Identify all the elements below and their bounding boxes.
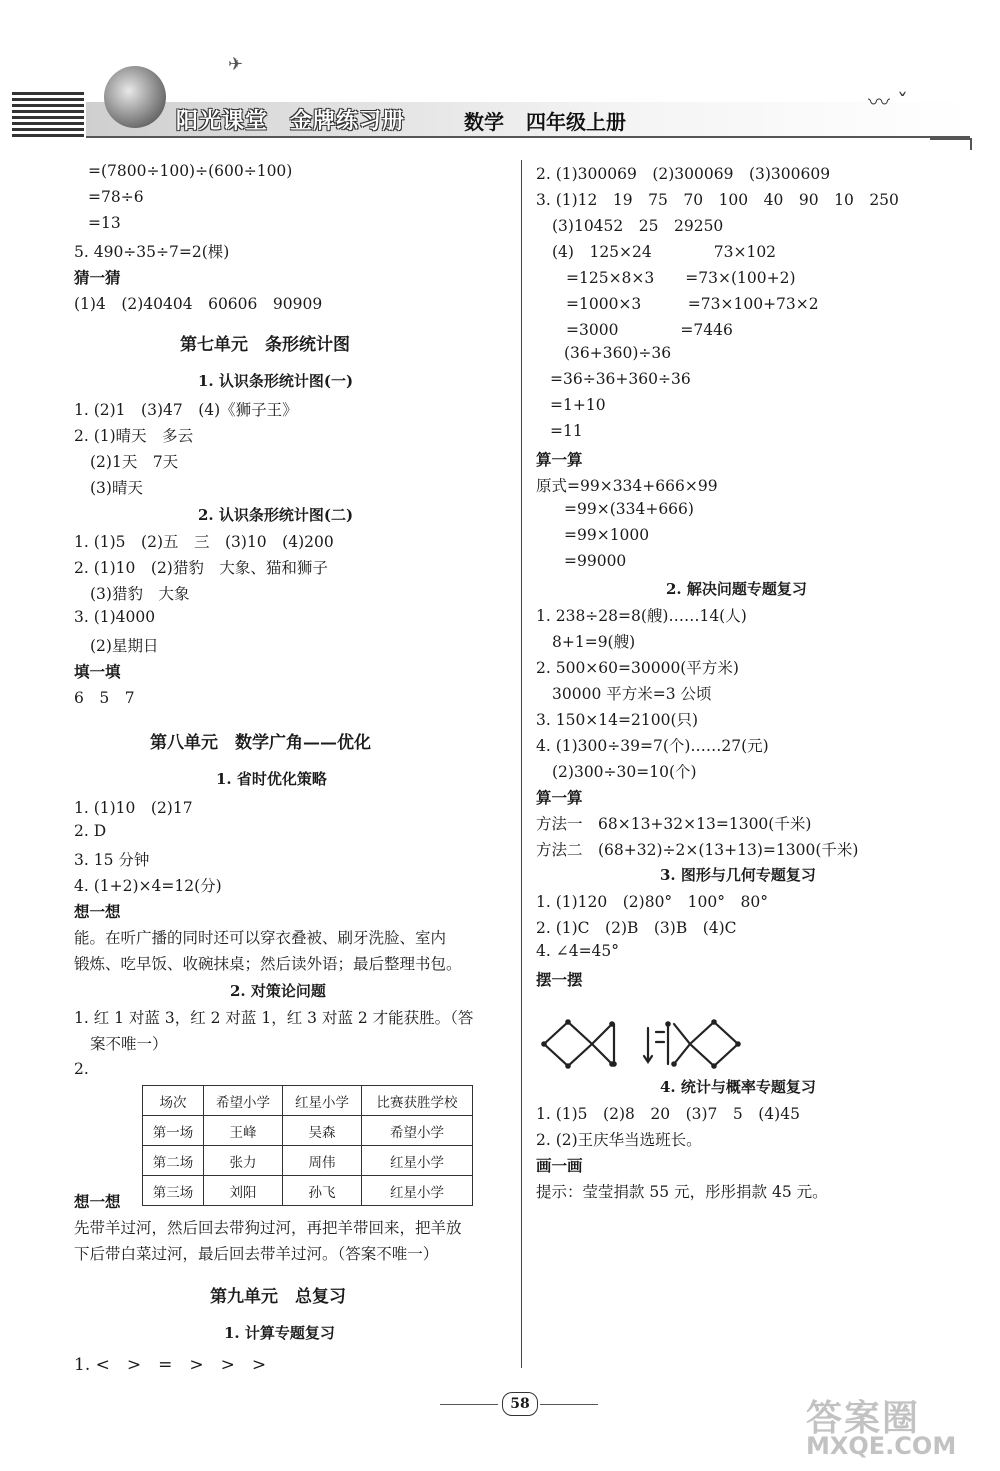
section-label: 想一想 — [74, 902, 121, 921]
book-subject — [464, 106, 648, 135]
table-cell: 周伟 — [283, 1146, 362, 1176]
table-cell: 第一场 — [143, 1116, 204, 1146]
series-title — [176, 104, 427, 135]
text-line: (3)晴天 — [90, 479, 143, 497]
globe-icon — [104, 66, 166, 128]
footer-line-right — [540, 1404, 598, 1405]
section-label: 算一算 — [536, 450, 583, 469]
text-line: 2. — [74, 1060, 89, 1078]
text-line: 8+1=9(艘) — [552, 633, 636, 651]
section-title: 3. 图形与几何专题复习 — [660, 866, 816, 884]
subject-name: 数学 — [464, 110, 504, 134]
table-cell: 王峰 — [204, 1116, 283, 1146]
text-line: 1. (1)120 (2)80° 100° 80° — [536, 893, 768, 911]
section-label: 算一算 — [536, 788, 583, 807]
text-line: 3. 15 分钟 — [74, 851, 150, 869]
unit-title: 第九单元 总复习 — [210, 1287, 346, 1307]
table-cell: 张力 — [204, 1146, 283, 1176]
text-line: 2. (1)晴天 多云 — [74, 427, 194, 445]
text-line: 3. (1)12 19 75 70 100 40 90 10 250 — [536, 191, 899, 209]
text-line: 3. 150×14=2100(只) — [536, 711, 699, 729]
text-line: =99000 — [564, 552, 627, 570]
text-line: (3)10452 25 29250 — [552, 217, 724, 235]
section-label: 填一填 — [74, 662, 121, 681]
unit-title: 第八单元 数学广角——优化 — [150, 733, 371, 753]
page-footer — [440, 1384, 600, 1424]
section-title: 1. 省时优化策略 — [216, 770, 327, 788]
section-title: 1. 计算专题复习 — [224, 1324, 335, 1342]
table-row — [143, 1176, 473, 1206]
text-line: 1. 238÷28=8(艘)……14(人) — [536, 607, 747, 625]
text-line: 2. (1)300069 (2)300069 (3)300609 — [536, 165, 831, 183]
text-line: 案不唯一） — [90, 1035, 168, 1053]
section-title: 4. 统计与概率专题复习 — [660, 1078, 816, 1096]
text-line: =125×8×3 =73×(100+2) — [566, 269, 796, 287]
text-line: (2)1天 7天 — [90, 453, 179, 471]
table-header: 比赛获胜学校 — [362, 1086, 473, 1116]
text-line: 先带羊过河，然后回去带狗过河，再把羊带回来，把羊放 — [74, 1219, 462, 1237]
paper-plane-icon: ✈ — [228, 54, 244, 75]
text-line: =99×(334+666) — [564, 500, 694, 518]
text-line: 4. ∠4=45° — [536, 942, 620, 960]
page-header — [0, 0, 1000, 150]
text-line: 1. < > = > > > — [74, 1355, 267, 1375]
text-line: 2. (1)10 (2)猎豹 大象、猫和狮子 — [74, 559, 328, 577]
text-line: 方法二 (68+32)÷2×(13+13)=1300(千米) — [536, 841, 859, 859]
header-stripes — [12, 92, 84, 138]
text-line: =3000 =7446 — [566, 321, 733, 339]
text-line: (3)猎豹 大象 — [90, 585, 190, 603]
text-line: 2. (2)王庆华当选班长。 — [536, 1131, 702, 1149]
text-line: =13 — [88, 214, 121, 232]
table-header: 希望小学 — [204, 1086, 283, 1116]
table-header-row — [143, 1086, 473, 1116]
table-cell: 希望小学 — [362, 1116, 473, 1146]
page-number: 58 — [502, 1392, 538, 1416]
table-header: 场次 — [143, 1086, 204, 1116]
text-line: (36+360)÷36 — [564, 344, 672, 362]
column-divider — [521, 160, 522, 1368]
table-cell: 吴森 — [283, 1116, 362, 1146]
section-title: 1. 认识条形统计图(一) — [198, 372, 354, 390]
unit-title: 第七单元 条形统计图 — [180, 335, 350, 355]
section-label: 猜一猜 — [74, 268, 121, 287]
table-row — [143, 1116, 473, 1146]
text-line: 6 5 7 — [74, 689, 135, 707]
text-line: 锻炼、吃早饭、收碗抹桌；然后读外语；最后整理书包。 — [74, 955, 462, 973]
table-cell: 孙飞 — [283, 1176, 362, 1206]
section-label: 画一画 — [536, 1156, 583, 1175]
matchstick-figure — [538, 1018, 978, 1070]
text-line: =99×1000 — [564, 526, 650, 544]
brand-right: 金牌练习册 — [290, 108, 406, 134]
text-line: 1. 红 1 对蓝 3，红 2 对蓝 1，红 3 对蓝 2 才能获胜。（答 — [74, 1009, 474, 1027]
text-line: 2. (1)C (2)B (3)B (4)C — [536, 919, 737, 937]
text-line: (4) 125×24 73×102 — [552, 243, 777, 261]
text-line: =78÷6 — [88, 188, 144, 206]
section-title: 2. 解决问题专题复习 — [666, 580, 807, 598]
grade-name: 四年级上册 — [526, 110, 626, 134]
text-line: 30000 平方米=3 公顷 — [552, 685, 712, 703]
table-cell: 红星小学 — [362, 1146, 473, 1176]
text-line: =11 — [550, 422, 583, 440]
text-line: 方法一 68×13+32×13=1300(千米) — [536, 815, 812, 833]
text-line: 1. (2)1 (3)47 (4)《狮子王》 — [74, 401, 298, 419]
watermark-logo: 答案圈 — [806, 1398, 921, 1439]
table-header: 红星小学 — [283, 1086, 362, 1116]
text-line: 1. (1)5 (2)五 三 (3)10 (4)200 — [74, 533, 334, 551]
text-line: 4. (1+2)×4=12(分) — [74, 877, 222, 895]
text-line: =1+10 — [550, 396, 606, 414]
text-line: =1000×3 =73×100+73×2 — [566, 295, 819, 313]
section-label: 摆一摆 — [536, 970, 583, 989]
text-line: 提示：莹莹捐款 55 元，彤彤捐款 45 元。 — [536, 1183, 828, 1201]
text-line: 2. D — [74, 822, 107, 840]
table-cell: 刘阳 — [204, 1176, 283, 1206]
birds-icon: 〰 ˇ — [868, 91, 908, 116]
table-cell: 红星小学 — [362, 1176, 473, 1206]
text-line: (2)300÷30=10(个) — [552, 763, 697, 781]
text-line: 下后带白菜过河，最后回去带羊过河。（答案不唯一） — [74, 1245, 439, 1263]
watermark-url: MXQE.COM — [806, 1432, 957, 1460]
section-title: 2. 对策论问题 — [230, 982, 326, 1000]
text-line: (1)4 (2)40404 60606 90909 — [74, 295, 323, 313]
text-line: 2. 500×60=30000(平方米) — [536, 659, 739, 677]
text-line: 3. (1)4000 — [74, 608, 156, 626]
text-line: =(7800÷100)÷(600÷100) — [88, 162, 293, 180]
section-title: 2. 认识条形统计图(二) — [198, 506, 354, 524]
match-table — [142, 1085, 473, 1206]
header-corner-decoration — [930, 138, 972, 150]
text-line: =36÷36+360÷36 — [550, 370, 691, 388]
text-line: 1. (1)5 (2)8 20 (3)7 5 (4)45 — [536, 1105, 800, 1123]
section-label: 想一想 — [74, 1192, 121, 1211]
text-line: 原式=99×334+666×99 — [536, 477, 718, 495]
footer-line-left — [440, 1404, 498, 1405]
table-row — [143, 1146, 473, 1176]
table-cell: 第三场 — [143, 1176, 204, 1206]
text-line: 能。在听广播的同时还可以穿衣叠被、刷牙洗脸、室内 — [74, 929, 447, 947]
brand-left: 阳光课堂 — [176, 108, 269, 134]
table-cell: 第二场 — [143, 1146, 204, 1176]
text-line: 4. (1)300÷39=7(个)……27(元) — [536, 737, 769, 755]
text-line: 5. 490÷35÷7=2(棵) — [74, 243, 230, 261]
text-line: (2)星期日 — [90, 637, 159, 655]
text-line: 1. (1)10 (2)17 — [74, 799, 193, 817]
